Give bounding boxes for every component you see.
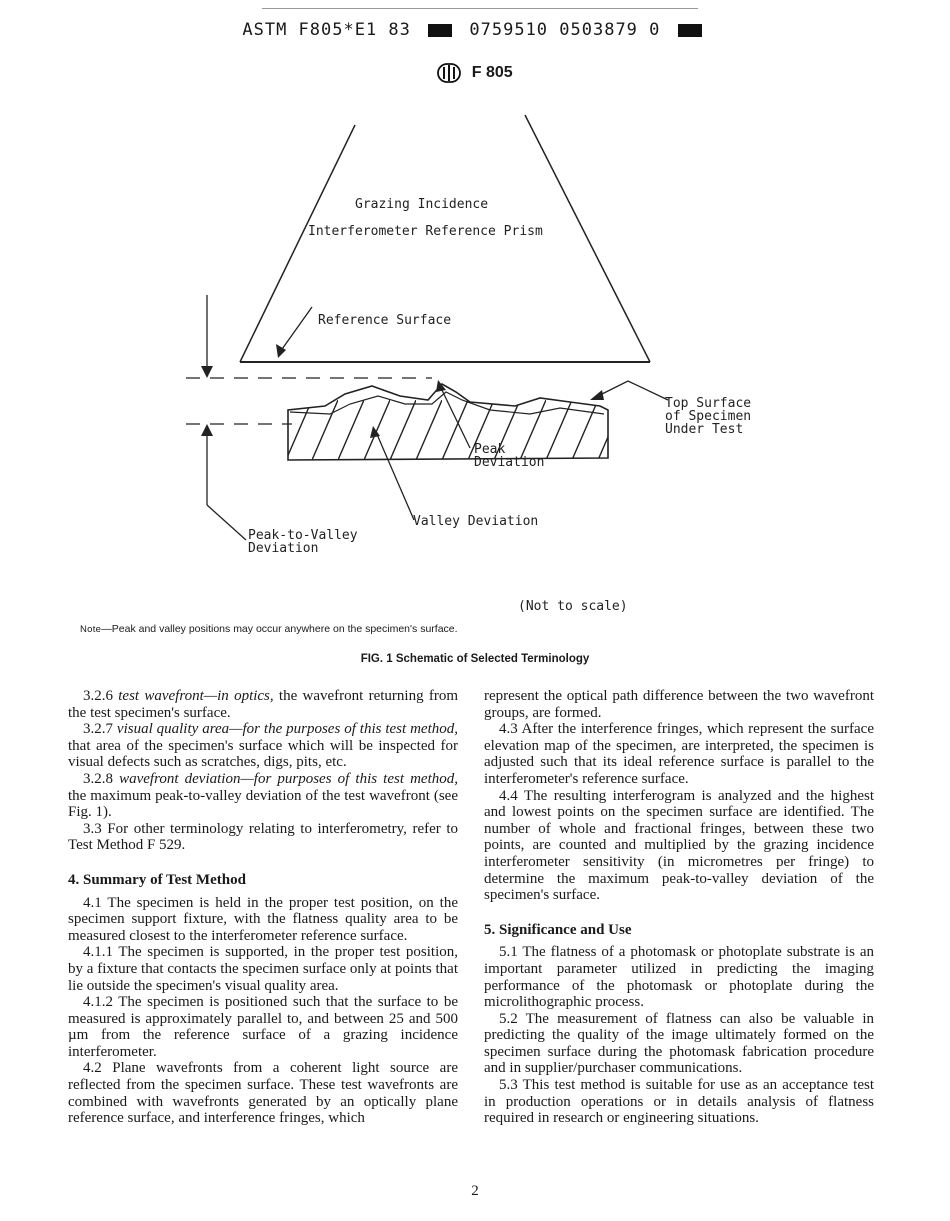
prism-label-1: Grazing Incidence <box>355 197 489 212</box>
para-5-2: 5.2 The measurement of flatness can also be valuable in predicting the quality of the image ultimately formed on the specimen surface during the photomask fabrication procedure and in supplier/purchaser communications. <box>484 1010 874 1077</box>
note-text: —Peak and valley positions may occur anywhere on the specimen's surface. <box>101 623 458 635</box>
para-4-1: 4.1 The specimen is held in the proper test position, on the specimen support fixture, with the flatness quality area to be measured closest to the interferometer reference surface. <box>68 894 458 944</box>
ptv-leader <box>207 505 246 540</box>
para-4-2-cont: represent the optical path difference between the two wavefront groups, are formed. <box>484 688 874 721</box>
section-4-heading: 4. Summary of Test Method <box>68 871 246 888</box>
peak-label-2: Deviation <box>474 455 545 470</box>
peak-label-1: Peak <box>474 442 506 457</box>
prism-label-2: Interferometer Reference Prism <box>308 224 543 239</box>
top-surface-label-3: Under Test <box>665 422 744 437</box>
top-surface-arrowhead <box>590 390 604 400</box>
specimen-body <box>280 380 620 462</box>
para-3-2-7: 3.2.7 visual quality area—for the purposes of this test method, that area of the specimen's surface which will be inspected for visual defects such as scratches, digs, pits, etc. <box>68 721 458 771</box>
para-5-1: 5.1 The flatness of a photomask or photoplate substrate is an important parameter utilized in predicting the imaging performance of the photomask or photoplate during the microlithographic process. <box>484 944 874 1011</box>
doc-code-left: ASTM F805*E1 83 <box>242 20 411 40</box>
ptv-label-1: Peak-to-Valley <box>248 528 358 543</box>
para-3-2-8: 3.2.8 wavefront deviation—for purposes of this test method, the maximum peak-to-valley deviation of the test wavefront (see Fig. 1). <box>68 770 458 821</box>
reference-surface-label: Reference Surface <box>318 313 452 328</box>
left-column <box>68 688 458 1127</box>
para-4-4: 4.4 The resulting interferogram is analyzed and the highest and lowest points on the specimen surface are identified. The number of whole and fractional fringes, between these two points, are counted and multiplied by the grazing incidence interferometer sensitivity (in micrometres per fringe) to determine the maximum peak-to-valley deviation of the specimen's surface. <box>484 787 874 904</box>
valley-label: Valley Deviation <box>413 514 539 529</box>
page-number: 2 <box>471 1183 479 1199</box>
para-3-3: 3.3 For other terminology relating to interferometry, refer to Test Method F 529. <box>68 820 458 854</box>
note-label: Note <box>80 624 102 635</box>
right-column <box>484 688 874 1127</box>
para-4-2: 4.2 Plane wavefronts from a coherent light source are reflected from the specimen surface. These test wavefronts are combined with wavefronts generated by an optically plane reference surface, and interference fringes, which <box>68 1060 458 1127</box>
top-surface-leader-2 <box>628 381 668 400</box>
ptv-top-arrowhead <box>201 366 213 378</box>
ptv-label-2: Deviation <box>248 541 319 556</box>
not-to-scale-label: (Not to scale) <box>518 599 628 614</box>
para-4-1-1: 4.1.1 The specimen is supported, in the proper test position, by a fixture that contacts the specimen surface only at points that lie outside the specimen's visual quality area. <box>68 944 458 994</box>
doc-code-mid: 0759510 0503879 0 <box>469 20 661 40</box>
figure-caption: FIG. 1 Schematic of Selected Terminology <box>360 653 590 665</box>
ptv-bottom-arrowhead <box>201 424 213 436</box>
para-4-1-2: 4.1.2 The specimen is positioned such that the surface to be measured is approximately parallel to, and between 25 and 500 µm from the reference surface of a grazing incidence interferometer. <box>68 994 458 1060</box>
para-4-3: 4.3 After the interference fringes, which represent the surface elevation map of the specimen, are interpreted, the specimen is adjusted such that its ideal reference surface is parallel to the interferometer's reference surface. <box>484 721 874 787</box>
top-surface-label-1: Top Surface <box>665 396 752 411</box>
para-3-2-6: 3.2.6 test wavefront—in optics, the wavefront returning from the test specimen's surface. <box>68 688 458 721</box>
top-surface-label-2: of Specimen <box>665 409 752 424</box>
section-5-heading: 5. Significance and Use <box>484 921 632 938</box>
para-5-3: 5.3 This test method is suitable for use as an acceptance test in production operations or in details analysis of flatness required in research or engineering situations. <box>484 1077 874 1127</box>
standard-number: F 805 <box>471 64 513 82</box>
figure-note <box>80 623 458 635</box>
reference-surface-leader <box>280 307 312 352</box>
